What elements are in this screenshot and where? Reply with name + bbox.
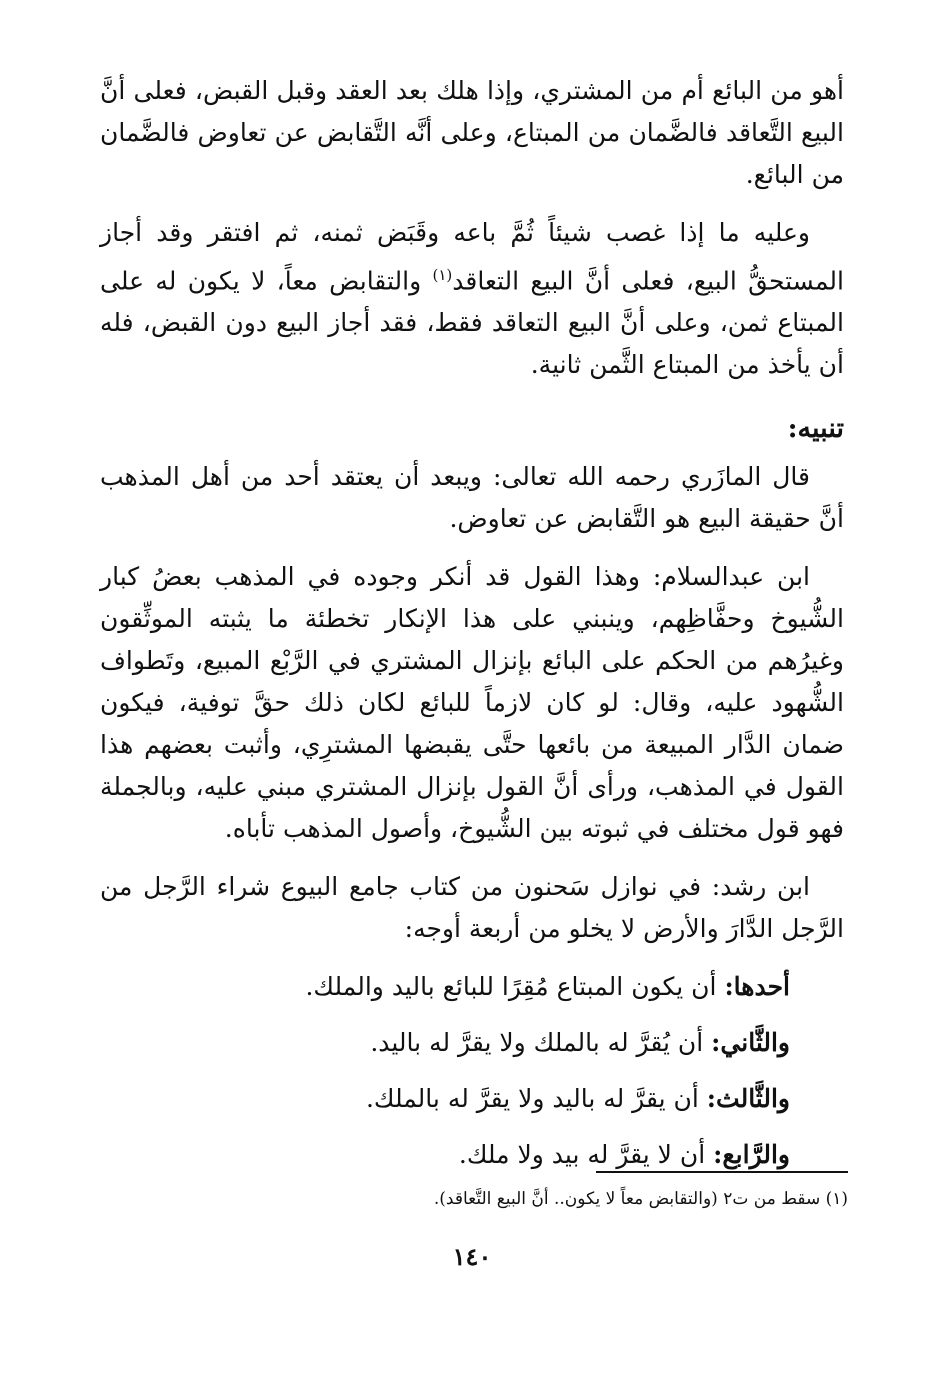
case-label: أحدها: xyxy=(724,972,790,1002)
case-item-3 xyxy=(100,1078,844,1120)
footnote-divider xyxy=(596,1171,848,1173)
case-label: والثَّاني: xyxy=(711,1028,790,1058)
case-item-1 xyxy=(100,966,844,1008)
main-text-block xyxy=(100,70,844,1190)
paragraph-4: ابن عبدالسلام: وهذا القول قد أنكر وجوده في المذهب بعضُ كبار الشُّيوخ وحفَّاظِهم، وينبني على هذا الإنكار تخطئة ما يثبته الموثِّقون وغيرُهم من الحكم على البائع بإنزال المشتري في الرَّبْع المبيع، وتَطواف الشُّهود عليه، وقال: لو كان لازماً للبائع لكان ذلك حقَّ توفية، فيكون ضمان الدَّار المبيعة من بائعها حتَّى يقبضها المشترِي، وأثبت بعضهم هذا القول في المذهب، ورأى أنَّ القول بإنزال المشتري مبني عليه، وبالجملة فهو قول مختلف في ثبوته بين الشُّيوخ، وأصول المذهب تأباه. xyxy=(100,562,844,844)
section-heading: تنبيه: xyxy=(787,413,844,445)
case-label: والرَّابع: xyxy=(713,1140,790,1170)
case-item-2 xyxy=(100,1022,844,1064)
paragraph-2 xyxy=(100,212,844,386)
paragraph-1: أهو من البائع أم من المشتري، وإذا هلك بعد العقد وقبل القبض، فعلى أنَّ البيع التَّعاقد فالضَّمان من المبتاع، وعلى أنَّه التَّقابض عن تعاوض فالضَّمان من البائع. xyxy=(100,76,844,189)
case-text: أن يكون المبتاع مُقِرًا للبائع باليد والملك. xyxy=(305,972,725,1002)
case-text: أن لا يقرَّ له بيد ولا ملك. xyxy=(458,1140,714,1170)
paragraph-5: ابن رشد: في نوازل سَحنون من كتاب جامع البيوع شراء الرَّجل من الرَّجل الدَّارَ والأرض لا يخلو من أربعة أوجه: xyxy=(100,872,844,944)
footnote-reference: (١) xyxy=(432,266,453,284)
footnote: (١) سقط من ت٢ (والتقابض معاً لا يكون.. أنَّ البيع التَّعاقد). xyxy=(433,1189,848,1209)
paragraph-2-part-2: والتقابض معاً، لا يكون له على المبتاع ثمن، وعلى أنَّ البيع التعاقد فقط، فقد أجاز البيع دون القبض، فله أن يأخذ من المبتاع الثَّمن ثانية. xyxy=(100,266,844,380)
case-text: أن يقرَّ له باليد ولا يقرَّ له بالملك. xyxy=(365,1084,707,1114)
paragraph-2-part-1: وعليه ما إذا غصب شيئاً ثُمَّ باعه وقَبَض ثمنه، ثم افتقر وقد أجاز المستحقُّ البيع، فعلى أنَّ البيع التعاقد xyxy=(100,218,844,296)
case-label: والثَّالث: xyxy=(706,1084,790,1114)
case-text: أن يُقرَّ له بالملك ولا يقرَّ له باليد. xyxy=(370,1028,712,1058)
paragraph-3: قال المازَري رحمه الله تعالى: ويبعد أن يعتقد أحد من أهل المذهب أنَّ حقيقة البيع هو التَّقابض عن تعاوض. xyxy=(100,462,844,534)
page-number: ١٤٠ xyxy=(452,1242,492,1271)
